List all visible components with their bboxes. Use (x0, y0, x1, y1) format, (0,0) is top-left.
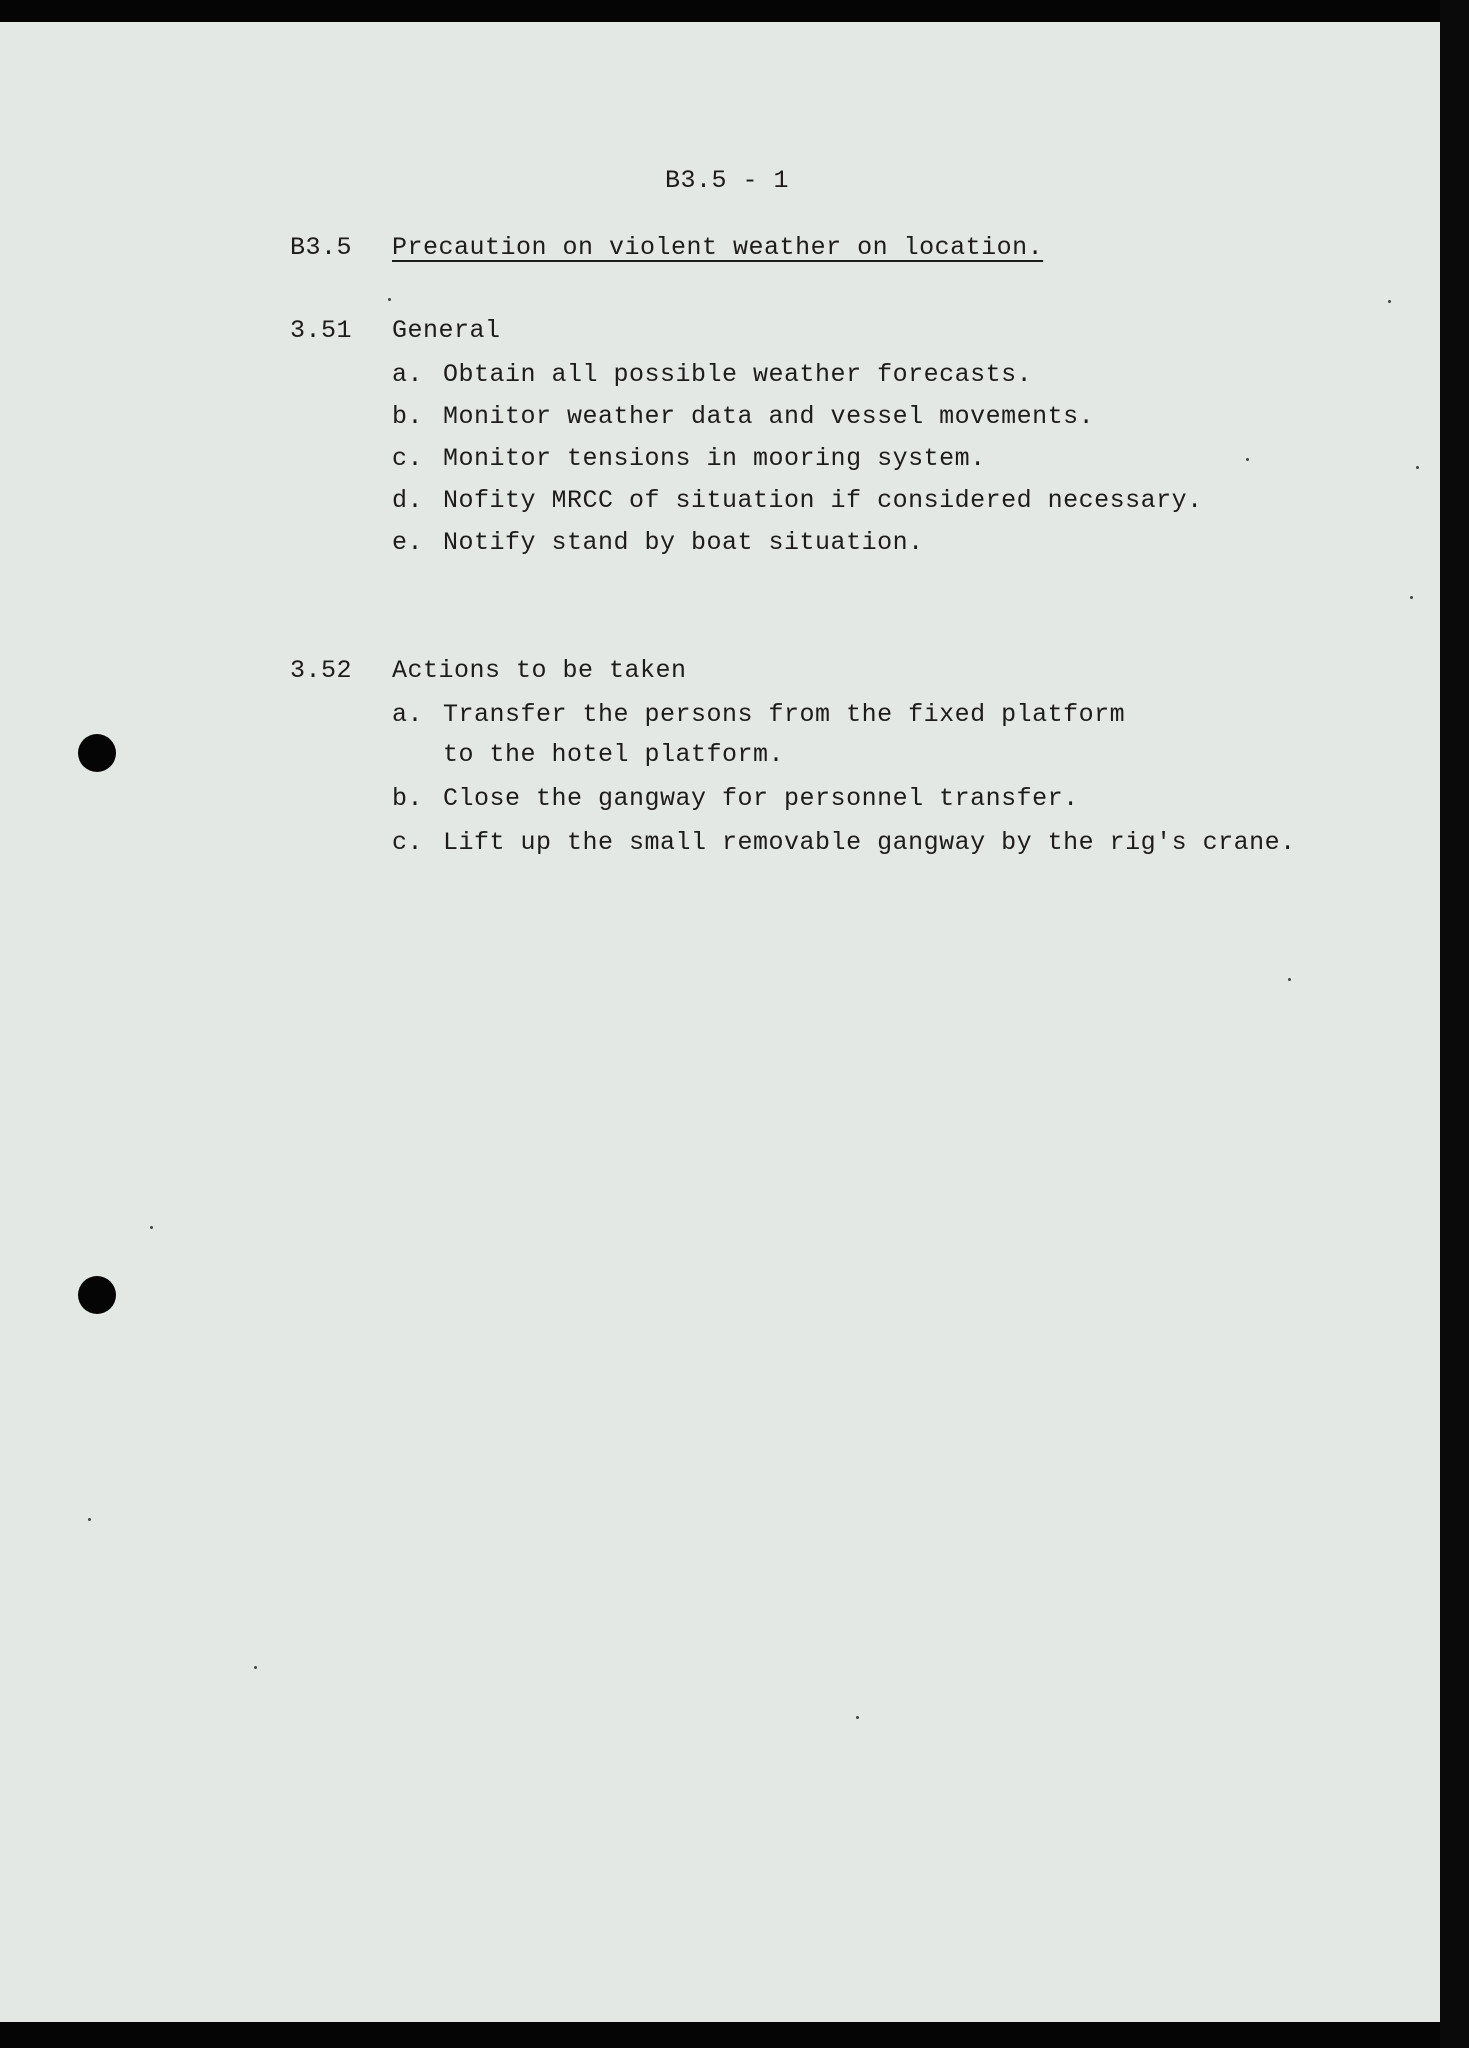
scan-speck (254, 1666, 257, 1669)
subsection-number: 3.52 (290, 656, 353, 685)
subsection-title: Actions to be taken (392, 656, 687, 685)
list-item-letter: b. (392, 784, 424, 813)
scan-speck (150, 1226, 153, 1229)
list-item-text-continuation: to the hotel platform. (443, 740, 785, 769)
document-page (0, 22, 1440, 2022)
section-number: B3.5 (290, 233, 353, 262)
list-item-text: Monitor tensions in mooring system. (443, 444, 986, 473)
list-item-text: Transfer the persons from the fixed platform (443, 700, 1126, 729)
list-item-text: Notify stand by boat situation. (443, 528, 924, 557)
section-title: Precaution on violent weather on location. (392, 233, 1044, 262)
list-item-text: Obtain all possible weather forecasts. (443, 360, 1033, 389)
page-header: B3.5 - 1 (665, 166, 790, 195)
list-item-letter: a. (392, 360, 424, 389)
scan-speck (88, 1518, 91, 1521)
list-item-text: Nofity MRCC of situation if considered necessary. (443, 486, 1203, 515)
scan-speck (856, 1716, 859, 1719)
list-item-letter: e. (392, 528, 424, 557)
list-item-letter: c. (392, 444, 424, 473)
scan-border (1440, 0, 1469, 2048)
scan-speck (1288, 978, 1291, 981)
list-item-text: Close the gangway for personnel transfer. (443, 784, 1079, 813)
list-item-letter: c. (392, 828, 424, 857)
subsection-number: 3.51 (290, 316, 353, 345)
list-item-letter: b. (392, 402, 424, 431)
subsection-title: General (392, 316, 501, 345)
scan-speck (1410, 596, 1413, 599)
list-item-letter: a. (392, 700, 424, 729)
list-item-text: Lift up the small removable gangway by the rig's crane. (443, 828, 1296, 857)
scan-speck (388, 298, 391, 301)
scan-speck (1246, 458, 1249, 461)
scan-speck (1388, 300, 1391, 303)
list-item-letter: d. (392, 486, 424, 515)
punch-hole-top (78, 734, 116, 772)
scan-speck (1416, 466, 1419, 469)
list-item-text: Monitor weather data and vessel movements. (443, 402, 1095, 431)
punch-hole-bottom (78, 1276, 116, 1314)
